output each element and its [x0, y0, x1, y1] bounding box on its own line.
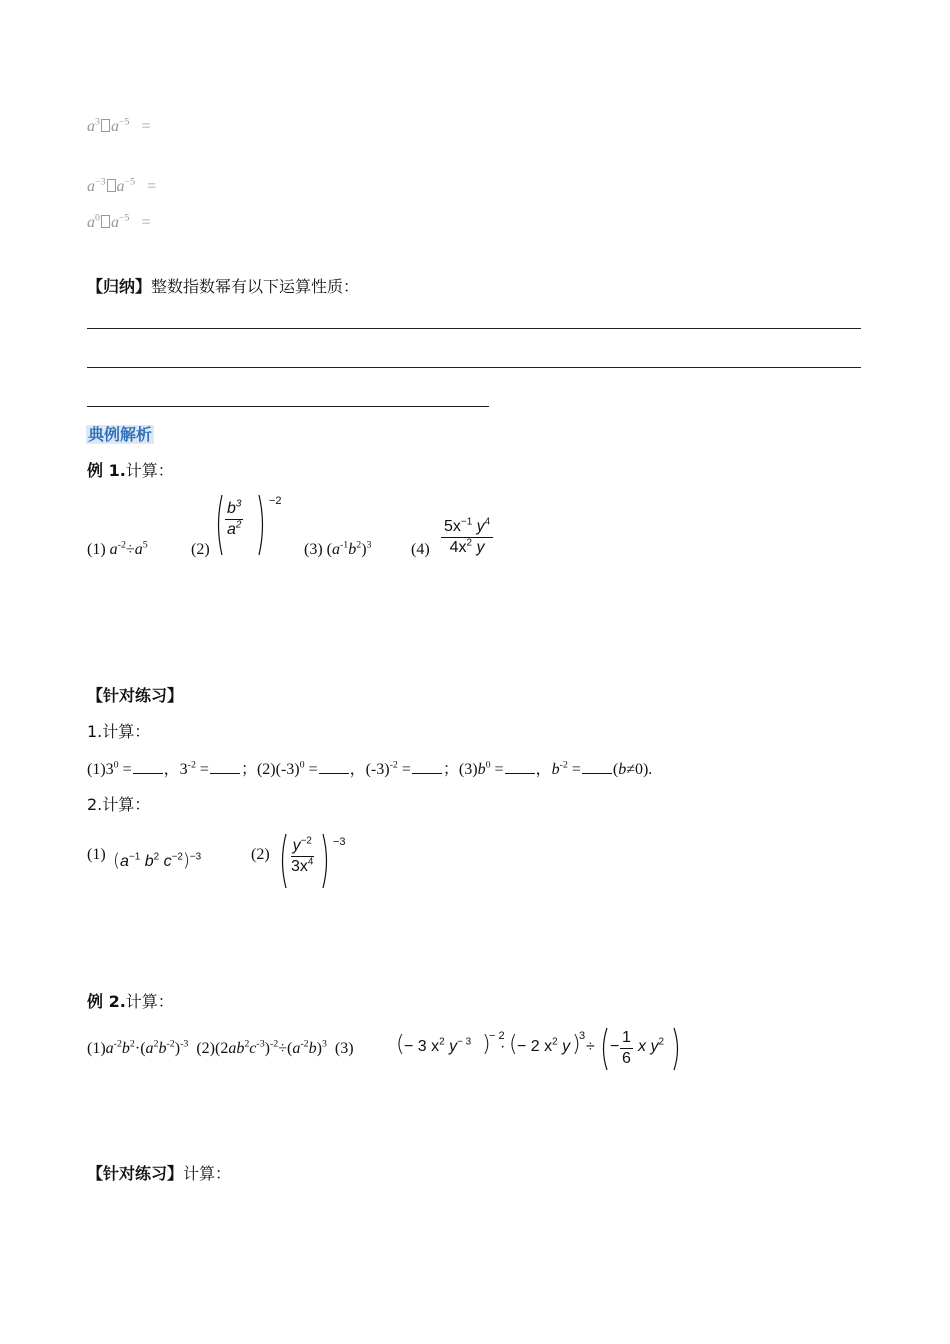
- practice-1-q2-item-1-expr: [113, 850, 201, 871]
- exponent: 2: [439, 1036, 445, 1048]
- math-var: b: [477, 761, 486, 778]
- math-var: a: [227, 521, 236, 538]
- exponent: 2: [466, 537, 473, 549]
- summary-line: [87, 274, 359, 297]
- exponent: 2: [129, 1038, 135, 1050]
- exponent: 2: [153, 1038, 159, 1050]
- left-paren-icon: [214, 493, 224, 557]
- q1-part: ，(-3): [349, 761, 390, 778]
- math-term: − 3 x: [404, 1038, 440, 1055]
- exponent: 2: [244, 1038, 250, 1050]
- intro-line-1: [87, 118, 151, 136]
- math-term: 5x: [444, 518, 461, 535]
- example-1-title: [87, 458, 174, 481]
- math-var: b: [551, 761, 560, 778]
- exponent: 3: [235, 498, 242, 510]
- summary-text: 整数指数幂有以下运算性质：: [151, 277, 360, 296]
- item-label: (3): [304, 541, 323, 558]
- q1-part: (1)3: [87, 761, 114, 778]
- exponent: 3: [95, 116, 100, 128]
- practice-1-q2-item-2-label: (2): [251, 846, 270, 863]
- answer-line-1: [87, 328, 861, 329]
- example-2-title: [87, 989, 174, 1012]
- q1-part: ；(3): [442, 761, 478, 778]
- math-var: y: [562, 1038, 571, 1055]
- math-var: b: [158, 1040, 167, 1057]
- exponent: 4: [307, 856, 314, 868]
- equals-sign: =: [141, 118, 151, 135]
- base: a: [87, 214, 95, 231]
- denominator: [225, 520, 243, 540]
- equals-sign: =: [567, 761, 581, 778]
- denominator: [289, 857, 315, 877]
- answer-line-2: [87, 367, 861, 368]
- math-var: b: [348, 541, 357, 558]
- operator: ÷(: [278, 1040, 293, 1057]
- exponent: -2: [300, 1038, 309, 1050]
- left-paren-icon: [278, 832, 288, 890]
- exponent: 5: [142, 539, 148, 551]
- base: a: [116, 178, 125, 195]
- exponent: 0: [485, 759, 491, 771]
- denominator: [448, 538, 487, 558]
- fraction: [620, 1028, 633, 1069]
- exponent: -2: [389, 759, 398, 771]
- summary-tag: 【归纳】: [87, 277, 152, 296]
- equals-sign: =: [490, 761, 504, 778]
- right-paren-icon: [257, 493, 267, 557]
- math-var: c: [249, 1040, 257, 1057]
- math-var: y: [449, 1038, 458, 1055]
- exponent: −5: [124, 176, 136, 188]
- intro-line-3: [87, 214, 151, 232]
- exponent: 3: [366, 539, 372, 551]
- exponent: −2: [171, 851, 183, 863]
- math-var: y: [476, 518, 485, 535]
- example-1-item-3: [304, 541, 371, 559]
- equals-sign: =: [147, 178, 157, 195]
- exponent: − 3: [457, 1036, 472, 1048]
- equals-sign: =: [304, 761, 318, 778]
- math-var: a: [331, 541, 340, 558]
- fraction: [225, 499, 243, 540]
- exponent: -2: [269, 1038, 279, 1050]
- exponent: −3: [95, 176, 106, 188]
- exponent: -3: [180, 1038, 189, 1050]
- exponent: -2: [113, 1038, 122, 1050]
- numerator: [441, 517, 493, 538]
- q1-part: ≠0).: [626, 761, 653, 778]
- paren: ): [174, 1040, 181, 1057]
- item-label: (3): [334, 1040, 354, 1057]
- intro-line-2: [87, 178, 156, 196]
- answer-blank[interactable]: [412, 761, 442, 774]
- term-1: [404, 1038, 471, 1056]
- math-var: b: [144, 853, 154, 870]
- term-2: [517, 1038, 570, 1056]
- practice-text: 计算：: [183, 1164, 232, 1183]
- fraction: [441, 517, 493, 558]
- example-2-line: [87, 1040, 354, 1058]
- item-label: (1): [87, 1040, 106, 1057]
- example-1-item-4-expr: [441, 517, 493, 558]
- math-var: b: [227, 500, 236, 517]
- exponent: −1: [460, 516, 473, 528]
- paren: (: [396, 1032, 405, 1057]
- math-var: c: [163, 853, 172, 870]
- math-var: a: [120, 853, 129, 870]
- exponent: −2: [300, 835, 312, 847]
- exponent: 4: [484, 516, 491, 528]
- math-var: a: [109, 541, 118, 558]
- term-3: [638, 1038, 664, 1056]
- practice-heading: 【针对练习】: [87, 1164, 184, 1183]
- section-heading-text: 典例解析: [88, 425, 153, 444]
- paren: (: [509, 1032, 518, 1057]
- math-var: b: [121, 1040, 130, 1057]
- exponent: −5: [118, 212, 130, 224]
- q1-part: ；(2)(-3): [240, 761, 300, 778]
- exponent: 3: [579, 1030, 586, 1042]
- math-var: b: [618, 761, 627, 778]
- q1-part: (: [612, 761, 619, 778]
- left-paren-icon: [599, 1026, 609, 1072]
- fraction: [289, 836, 315, 877]
- item-label: (1): [87, 541, 106, 558]
- paren: (: [113, 850, 121, 871]
- answer-blank[interactable]: [319, 761, 349, 774]
- missing-glyph-box: [101, 215, 110, 228]
- practice-1-q2-item-1-label: (1): [87, 846, 106, 863]
- math-var: a: [292, 1040, 301, 1057]
- exponent: -1: [339, 539, 349, 551]
- exponent: −3: [189, 851, 202, 863]
- equals-sign: =: [118, 761, 132, 778]
- paren: (: [326, 541, 332, 558]
- math-var: y: [476, 539, 485, 556]
- example-label: 例 2.: [87, 992, 126, 1011]
- numerator: [291, 836, 314, 857]
- exponent: −1: [128, 851, 141, 863]
- q1-part: ，3: [163, 761, 188, 778]
- example-1-item-2-label: (2): [191, 541, 210, 558]
- practice-2-title: [87, 1161, 231, 1184]
- answer-blank[interactable]: [505, 761, 535, 774]
- math-term: 4x: [449, 539, 467, 556]
- paren: ): [572, 1032, 581, 1057]
- practice-1-q1-line: [87, 756, 652, 779]
- exponent: -2: [187, 759, 196, 771]
- example-prompt: 计算：: [125, 992, 174, 1011]
- exponent: −3: [333, 836, 346, 848]
- base: a: [87, 118, 95, 135]
- exponent: 2: [235, 519, 242, 531]
- math-var: a: [145, 1040, 154, 1057]
- practice-1-q1-label: 1.计算：: [87, 722, 151, 741]
- practice-1-q2-label: 2.计算：: [87, 795, 151, 814]
- paren: ): [361, 541, 367, 558]
- exponent: -2: [117, 539, 126, 551]
- operator: −: [610, 1038, 620, 1055]
- equals-sign: =: [195, 761, 209, 778]
- example-2-item-3-expr: [396, 1026, 686, 1074]
- equals-sign: =: [141, 214, 151, 231]
- paren: ): [182, 850, 190, 871]
- example-1-item-4-label: (4): [411, 541, 430, 558]
- operator: ÷: [125, 541, 135, 558]
- math-term: − 2 x: [517, 1038, 553, 1055]
- exponent: − 2: [489, 1030, 505, 1042]
- example-prompt: 计算：: [125, 461, 174, 480]
- math-var: y: [292, 837, 301, 854]
- example-1-item-1: [87, 541, 148, 559]
- answer-blank[interactable]: [582, 761, 612, 774]
- operator: ·(: [134, 1040, 146, 1057]
- math-term: 3x: [291, 858, 308, 875]
- missing-glyph-box: [101, 119, 110, 132]
- math-term: x y: [638, 1038, 659, 1055]
- exponent: −2: [269, 495, 282, 507]
- right-paren-icon: [672, 1026, 682, 1072]
- exponent: -2: [559, 759, 568, 771]
- exponent: 0: [95, 212, 100, 224]
- base: a: [110, 214, 119, 231]
- numerator: [225, 499, 243, 520]
- answer-line-3: [87, 406, 489, 407]
- answer-blank[interactable]: [133, 761, 163, 774]
- exponent: -2: [166, 1038, 175, 1050]
- exponent: 2: [356, 539, 362, 551]
- paren: ): [264, 1040, 270, 1057]
- equals-sign: =: [397, 761, 411, 778]
- math-var: b: [308, 1040, 317, 1057]
- exponent: 0: [113, 759, 119, 771]
- paren: ): [482, 1032, 491, 1057]
- example-label: 例 1.: [87, 461, 126, 480]
- exponent: -3: [256, 1038, 265, 1050]
- operator: ÷: [586, 1038, 595, 1055]
- exponent: 3: [321, 1038, 327, 1050]
- denominator: 6: [622, 1050, 631, 1067]
- math-var: a: [134, 541, 143, 558]
- right-paren-icon: [321, 832, 331, 890]
- exponent: 0: [299, 759, 305, 771]
- answer-blank[interactable]: [210, 761, 240, 774]
- exponent: 2: [153, 851, 160, 863]
- exponent: 2: [658, 1036, 664, 1048]
- base: a: [110, 118, 119, 135]
- exponent: 2: [552, 1036, 558, 1048]
- operator: ·: [500, 1038, 506, 1055]
- item-label: (2)(2: [196, 1040, 229, 1057]
- practice-1-heading: 【针对练习】: [87, 686, 184, 705]
- exponent: −5: [118, 116, 130, 128]
- math-var: ab: [228, 1040, 245, 1057]
- math-var: a: [105, 1040, 114, 1057]
- numerator: 1: [620, 1028, 633, 1049]
- paren: ): [316, 1040, 322, 1057]
- missing-glyph-box: [107, 179, 116, 192]
- q1-part: ，: [535, 761, 552, 778]
- section-heading: [86, 422, 154, 445]
- base: a: [87, 178, 95, 195]
